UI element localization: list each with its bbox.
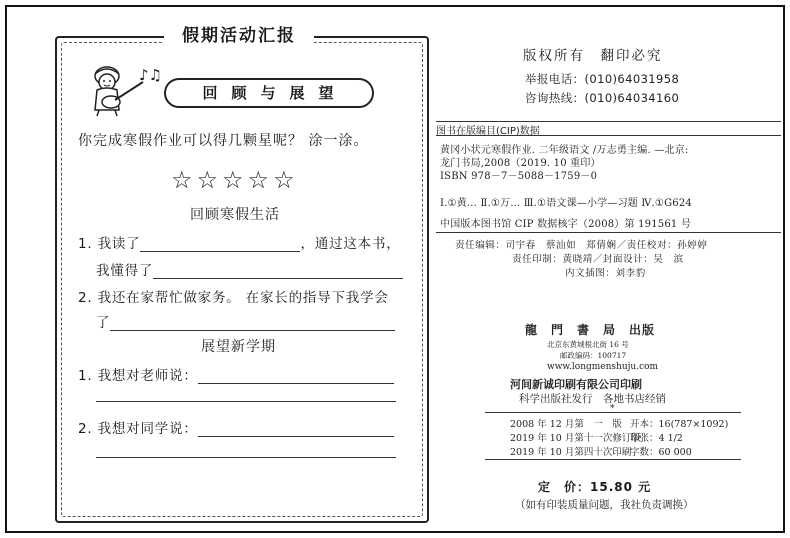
edition-left: 2019 年 10 月第四十次印刷 xyxy=(510,447,632,458)
cip-line: 龙门书局,2008（2019. 10 重印） xyxy=(440,158,601,169)
star-divider: * xyxy=(610,404,615,414)
item2-line-a: 2. 我还在家帮忙做家务。 在家长的指导下我学会 xyxy=(78,290,389,306)
responsible-editors: 责任编辑：司宇春 蔡汕如 郑倩娴／责任校对：孙婷婷 xyxy=(455,240,708,251)
cip-line: Ⅰ.①黄… Ⅱ.①万… Ⅲ.①语文课—小学—习题 Ⅳ.①G624 xyxy=(440,198,692,209)
learned-blank[interactable] xyxy=(153,265,403,279)
price: 定 价：15.80 元 xyxy=(538,480,652,494)
item2-line-b: 了 xyxy=(96,311,395,331)
item1-line-a: 1. 我读了 ，通过这本书， xyxy=(78,236,401,252)
edition-bottom-rule xyxy=(485,459,741,460)
print-and-cover: 责任印制：黄晓靖／封面设计：吴 滨 xyxy=(512,254,684,265)
quality-notice: （如有印装质量问题，我社负责调换） xyxy=(515,499,694,511)
page-title: 假期活动汇报 xyxy=(164,22,314,50)
book-title-blank[interactable] xyxy=(140,238,300,252)
section-outlook-heading: 展望新学期 xyxy=(201,339,276,355)
printer-name: 河间新诚印刷有限公司印刷 xyxy=(510,378,642,391)
edition-right: 字数：60 000 xyxy=(630,447,692,458)
star-question: 你完成寒假作业可以得几颗星呢？ 涂一涂。 xyxy=(78,133,369,149)
review-title-box: 回顾与展望 xyxy=(164,78,374,108)
item1-line-b: 我懂得了 xyxy=(96,259,403,279)
classmate-blank-2[interactable] xyxy=(96,444,396,458)
consult-phone: 咨询热线：(010)64034160 xyxy=(525,91,680,105)
distribution-info: 科学出版社发行 各地书店经销 xyxy=(519,393,666,405)
edition-left: 2008 年 12 月第 一 版 xyxy=(510,419,622,430)
classmate-blank-1[interactable] xyxy=(198,423,394,437)
copyright-title: 版权所有 翻印必究 xyxy=(523,48,663,64)
section-review-heading xyxy=(190,204,280,224)
cip-heading: 图书在版编目(CIP)数据 xyxy=(436,126,540,137)
star-rating[interactable]: ☆☆☆☆☆ xyxy=(171,166,299,194)
chore-blank[interactable] xyxy=(110,317,395,331)
item3-line: 1. 我想对老师说： xyxy=(78,364,394,384)
publisher-website: www.longmenshuju.com xyxy=(547,362,659,372)
edition-right: 开本：16(787×1092) xyxy=(630,419,729,430)
section-heading-text: 回顾寒假生活 xyxy=(190,207,280,223)
publisher-name: 龍 門 書 局 出版 xyxy=(525,323,656,337)
teacher-blank-1[interactable] xyxy=(198,370,394,384)
edition-right: 印张：4 1/2 xyxy=(630,433,683,444)
cip-sub-rule xyxy=(436,135,781,136)
illustrator: 内文插图：刘李豹 xyxy=(565,268,646,279)
report-phone: 举报电话：(010)64031958 xyxy=(525,72,680,86)
cip-line: 中国版本图书馆 CIP 数据核字（2008）第 191561 号 xyxy=(440,219,692,230)
teacher-blank-2[interactable] xyxy=(96,388,396,402)
cip-bottom-rule xyxy=(436,232,781,233)
publisher-postcode: 邮政编码：100717 xyxy=(560,351,627,360)
edition-top-rule xyxy=(485,412,741,413)
publisher-address: 北京东黄城根北街 16 号 xyxy=(547,340,629,349)
edition-left: 2019 年 10 月第十一次修订版 xyxy=(510,433,641,444)
music-note-icon: ♪♫ xyxy=(139,66,163,84)
item4-line: 2. 我想对同学说： xyxy=(78,417,394,437)
cip-line: ISBN 978－7－5088－1759－0 xyxy=(440,171,598,182)
cip-line: 黄冈小状元寒假作业. 二年级语文 /万志勇主编. —北京: xyxy=(440,145,689,156)
